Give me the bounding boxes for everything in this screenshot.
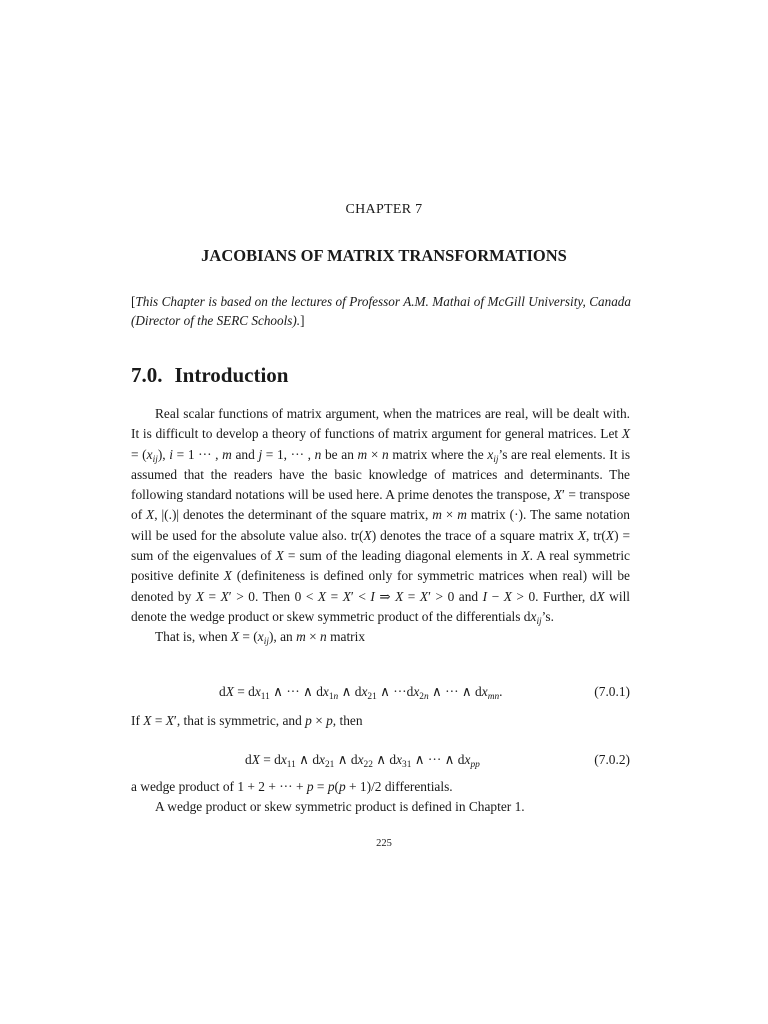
- equation-7-0-2-number: (7.0.2): [594, 752, 630, 767]
- paragraph-that-is: That is, when $X = (x_{ij})$, an m × n matrix: [155, 629, 366, 648]
- section-heading: [131, 363, 288, 388]
- equation-7-0-1: [131, 684, 630, 704]
- chapter-note: [131, 292, 631, 330]
- chapter-label: CHAPTER 7: [345, 202, 423, 217]
- paragraph-intro: Real scalar functions of matrix argument, when the matrices are real, will be dealt with. It is difficult to develop a theory of functions of matrix argument for general matrices. Let $X = (x_{ij})$, i = 1 ··· , m and j = 1, ··· , n be an m × n matrix where the $x_{ij}’s$ are real elements. It is assumed that the readers have the basic knowledge of matrices and determinants. The following standard notations will be used here. A prime denotes the transpose, X′ = transpose of X, |(.)| denotes the determinant of the square matrix, m × m matrix (·). The same notation will be used for the absolute value also. tr(X) denotes the trace of a square matrix X, tr(X) = sum of the eigenvalues of X = sum of the leading diagonal elements in X. A real symmetric positive definite X (definiteness is defined only for symmetric matrices when real) will be denoted by X = X′ > 0. Then 0 < X = X′ < I ⇒ X = X′ > 0 and I − X > 0. Further, dX will denote the wedge product or skew symmetric product of the differentials $dx_{ij}’s$.: [131, 406, 631, 627]
- equation-7-0-2: [131, 752, 630, 772]
- body-paragraphs: [131, 404, 630, 648]
- note-open-bracket: [: [131, 294, 136, 309]
- equation-7-0-1-number: (7.0.1): [594, 684, 630, 699]
- text-last-line: A wedge product or skew symmetric product is defined in Chapter 1.: [155, 799, 525, 814]
- note-close-bracket: ]: [300, 313, 305, 328]
- note-text: This Chapter is based on the lectures of Professor A.M. Mathai of McGill University, Canada (Director of the SERC Schools).: [131, 294, 631, 328]
- chapter-title: JACOBIANS OF MATRIX TRANSFORMATIONS: [201, 246, 567, 265]
- equation-7-0-1-expression: dX = $dx_{11}$ ∧ ··· ∧ $dx_{1n}$ ∧ $dx_{21}$ ∧ $\cdot\cdot\cdot dx_{2n}$ ∧ ··· ∧ $dx_{mn}$.: [219, 684, 503, 702]
- section-number: 7.0.: [131, 363, 163, 387]
- equation-7-0-2-expression: dX = $dx_{11}$ ∧ $dx_{21}$ ∧ $dx_{22}$ ∧ $dx_{31}$ ∧ ··· ∧ $dx_{pp}$: [245, 752, 480, 770]
- text-after-eq2: a wedge product of 1 + 2 + ··· + p = p(p + 1)/2 differentials.: [131, 779, 453, 794]
- section-title: Introduction: [174, 363, 289, 387]
- page-number: 225: [376, 838, 392, 849]
- text-after-eq1: If X = X′, that is symmetric, and p × p, then: [131, 713, 363, 728]
